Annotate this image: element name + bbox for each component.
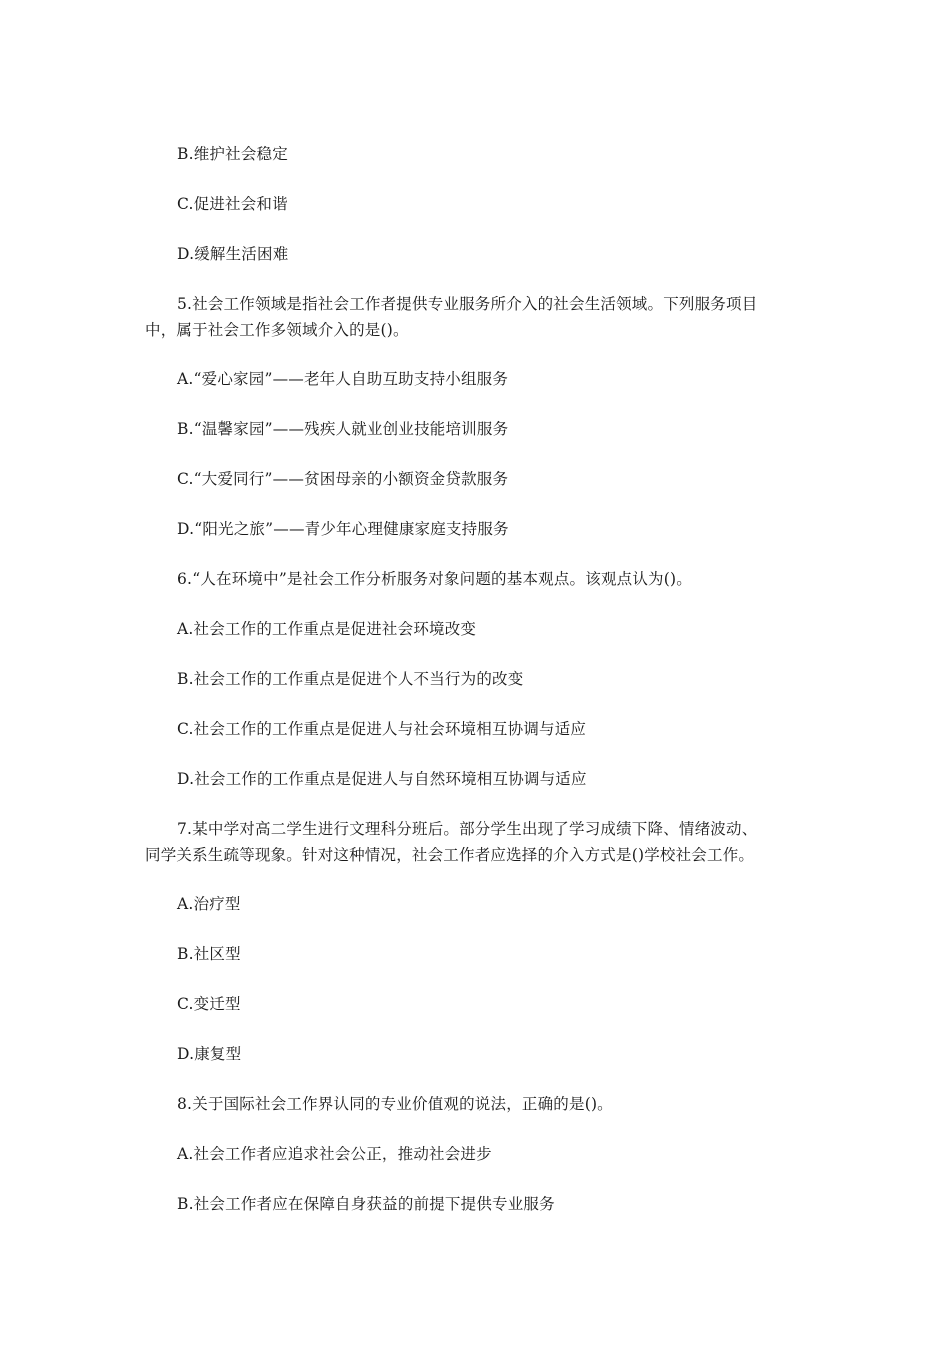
option-d-q4: D.缓解生活困难	[177, 245, 289, 263]
option-b-q4: B.维护社会稳定	[177, 145, 288, 163]
option-b-q5: B.“温馨家园”——残疾人就业创业技能培训服务	[177, 420, 509, 438]
option-a-q7: A.治疗型	[177, 895, 241, 913]
option-d-q5: D.“阳光之旅”——青少年心理健康家庭支持服务	[177, 520, 509, 538]
question-5-line-2: 中，属于社会工作多领域介入的是()。	[145, 321, 409, 339]
option-b-q6: B.社会工作的工作重点是促进个人不当行为的改变	[177, 670, 524, 688]
option-b-q8: B.社会工作者应在保障自身获益的前提下提供专业服务	[177, 1195, 555, 1213]
question-8: 8.关于国际社会工作界认同的专业价值观的说法，正确的是()。	[177, 1095, 613, 1113]
option-c-q6: C.社会工作的工作重点是促进人与社会环境相互协调与适应	[177, 720, 587, 738]
option-d-q7: D.康复型	[177, 1045, 242, 1063]
question-7-line-2: 同学关系生疏等现象。针对这种情况，社会工作者应选择的介入方式是()学校社会工作。	[145, 846, 755, 864]
option-c-q7: C.变迁型	[177, 995, 241, 1013]
option-c-q5: C.“大爱同行”——贫困母亲的小额资金贷款服务	[177, 470, 509, 488]
option-a-q6: A.社会工作的工作重点是促进社会环境改变	[177, 620, 477, 638]
option-b-q7: B.社区型	[177, 945, 241, 963]
option-a-q8: A.社会工作者应追求社会公正，推动社会进步	[177, 1145, 492, 1163]
option-d-q6: D.社会工作的工作重点是促进人与自然环境相互协调与适应	[177, 770, 587, 788]
question-6: 6.“人在环境中”是社会工作分析服务对象问题的基本观点。该观点认为()。	[177, 570, 692, 588]
question-7-line-1: 7.某中学对高二学生进行文理科分班后。部分学生出现了学习成绩下降、情绪波动、	[177, 820, 758, 838]
option-a-q5: A.“爱心家园”——老年人自助互助支持小组服务	[177, 370, 509, 388]
question-5-line-1: 5.社会工作领域是指社会工作者提供专业服务所介入的社会生活领域。下列服务项目	[177, 295, 758, 313]
option-c-q4: C.促进社会和谐	[177, 195, 288, 213]
